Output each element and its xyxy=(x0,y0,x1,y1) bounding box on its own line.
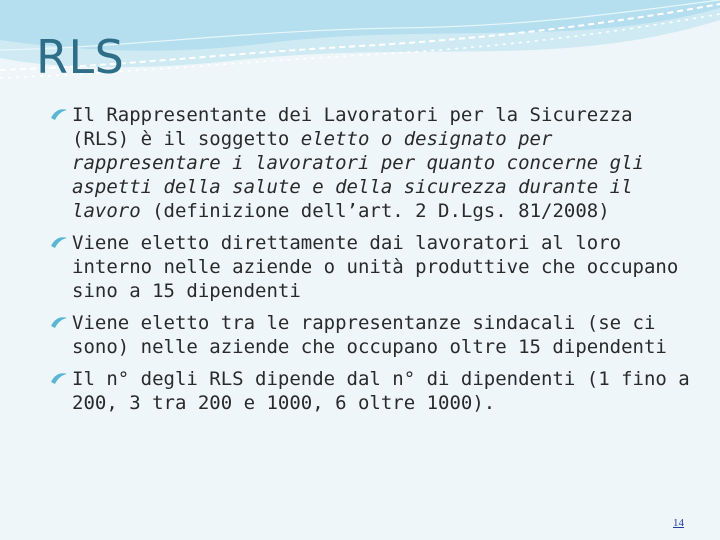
bullet-item xyxy=(52,367,692,415)
bullet-item xyxy=(52,231,692,303)
bullet-text-segment: Il n° degli RLS dipende dal n° di dipendenti (1 fino a 200, 3 tra 200 e 1000, 6 oltre 1000). xyxy=(72,368,690,414)
bullet-item xyxy=(52,311,692,359)
swoosh-bullet-icon xyxy=(50,235,68,251)
slide-title: RLS xyxy=(36,30,125,84)
page-number-link[interactable]: 14 xyxy=(673,517,684,529)
bullet-text-segment-italic: eletto o designato per rappresentare i lavoratori per quanto concerne gli aspetti della salute e della sicurezza durante il lavoro xyxy=(72,128,644,222)
bullet-text-segment: Il Rappresentante dei Lavoratori per la Sicurezza (RLS) è il soggetto xyxy=(72,104,633,150)
swoosh-bullet-icon xyxy=(50,107,68,123)
swoosh-bullet-icon xyxy=(50,371,68,387)
bullet-item xyxy=(52,103,692,223)
swoosh-bullet-icon xyxy=(50,315,68,331)
bullet-text-segment: Viene eletto tra le rappresentanze sindacali (se ci sono) nelle aziende che occupano oltre 15 dipendenti xyxy=(72,312,667,358)
bullet-list xyxy=(52,103,692,423)
bullet-text-segment: Viene eletto direttamente dai lavoratori al loro interno nelle aziende o unità produttive che occupano sino a 15 dipendenti xyxy=(72,232,679,302)
bullet-text-segment: (definizione dell’art. 2 D.Lgs. 81/2008) xyxy=(140,200,610,222)
